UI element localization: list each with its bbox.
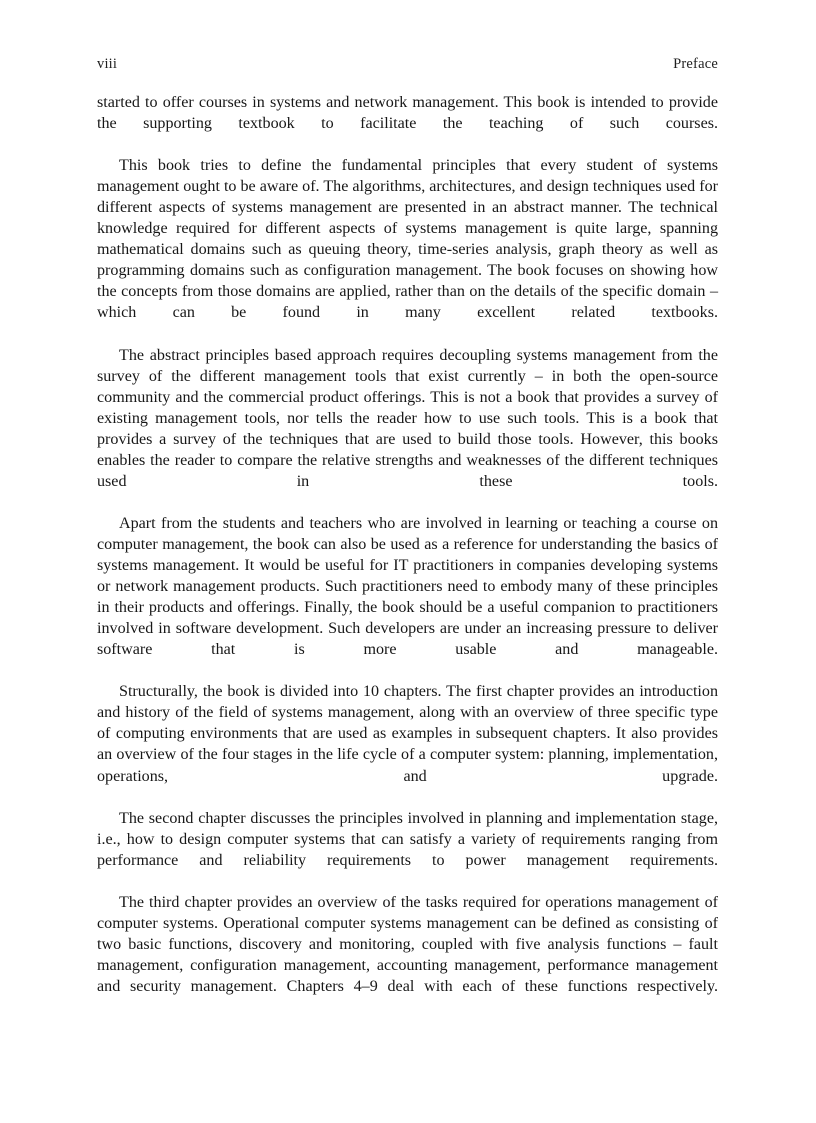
paragraph: The abstract principles based approach requires decoupling systems management from the survey of the different management tools that exist currently – in both the open-source community and the commercial product offerings. This is not a book that provides a survey of existing management tools, nor tells the reader how to use such tools. This is a book that provides a survey of the techniques that are used to build those tools. However, this books enables the reader to compare the relative strengths and weaknesses of the different techniques used in these tools. <box>97 346 718 490</box>
running-head-title: Preface <box>673 56 718 72</box>
running-head <box>97 56 718 73</box>
paragraph: started to offer courses in systems and network management. This book is intended to provide the supporting textbook to facilitate the teaching of such courses. <box>97 94 718 133</box>
page-number: viii <box>97 56 118 72</box>
paragraph: This book tries to define the fundamental principles that every student of systems management ought to be aware of. The algorithms, architectures, and design techniques used for different aspects of systems management are presented in an abstract manner. The technical knowledge required for different aspects of systems management is quite large, spanning mathematical domains such as queuing theory, time-series analysis, graph theory as well as programming domains such as configuration management. The book focuses on showing how the concepts from those domains are applied, rather than on the details of the specific domain – which can be found in many excellent related textbooks. <box>97 157 718 322</box>
paragraph: Apart from the students and teachers who are involved in learning or teaching a course on computer management, the book can also be used as a reference for understanding the basics of systems management. It would be useful for IT practitioners in companies developing systems or network management products. Such practitioners need to embody many of these principles in their products and offerings. Finally, the book should be a useful companion to practitioners involved in software development. Such developers are under an increasing pressure to deliver software that is more usable and manageable. <box>97 514 718 659</box>
paragraph: The third chapter provides an overview of the tasks required for operations management of computer systems. Operational computer systems management can be defined as consisting of two basic functions, discovery and monitoring, coupled with five analysis functions – fault management, configuration management, accounting management, performance management and security management. Chapters 4–9 deal with each of these functions respectively. <box>97 893 718 995</box>
paragraph: The second chapter discusses the principles involved in planning and implementation stage, i.e., how to design computer systems that can satisfy a variety of requirements ranging from performance and reliability requirements to power management requirements. <box>97 809 718 869</box>
paragraph: Structurally, the book is divided into 10 chapters. The first chapter provides an introduction and history of the field of systems management, along with an overview of three specific type of computing environments that are used as examples in subsequent chapters. It also provides an overview of the four stages in the life cycle of a computer system: planning, implementation, operations, and upgrade. <box>97 683 718 785</box>
body-text <box>97 92 718 1018</box>
